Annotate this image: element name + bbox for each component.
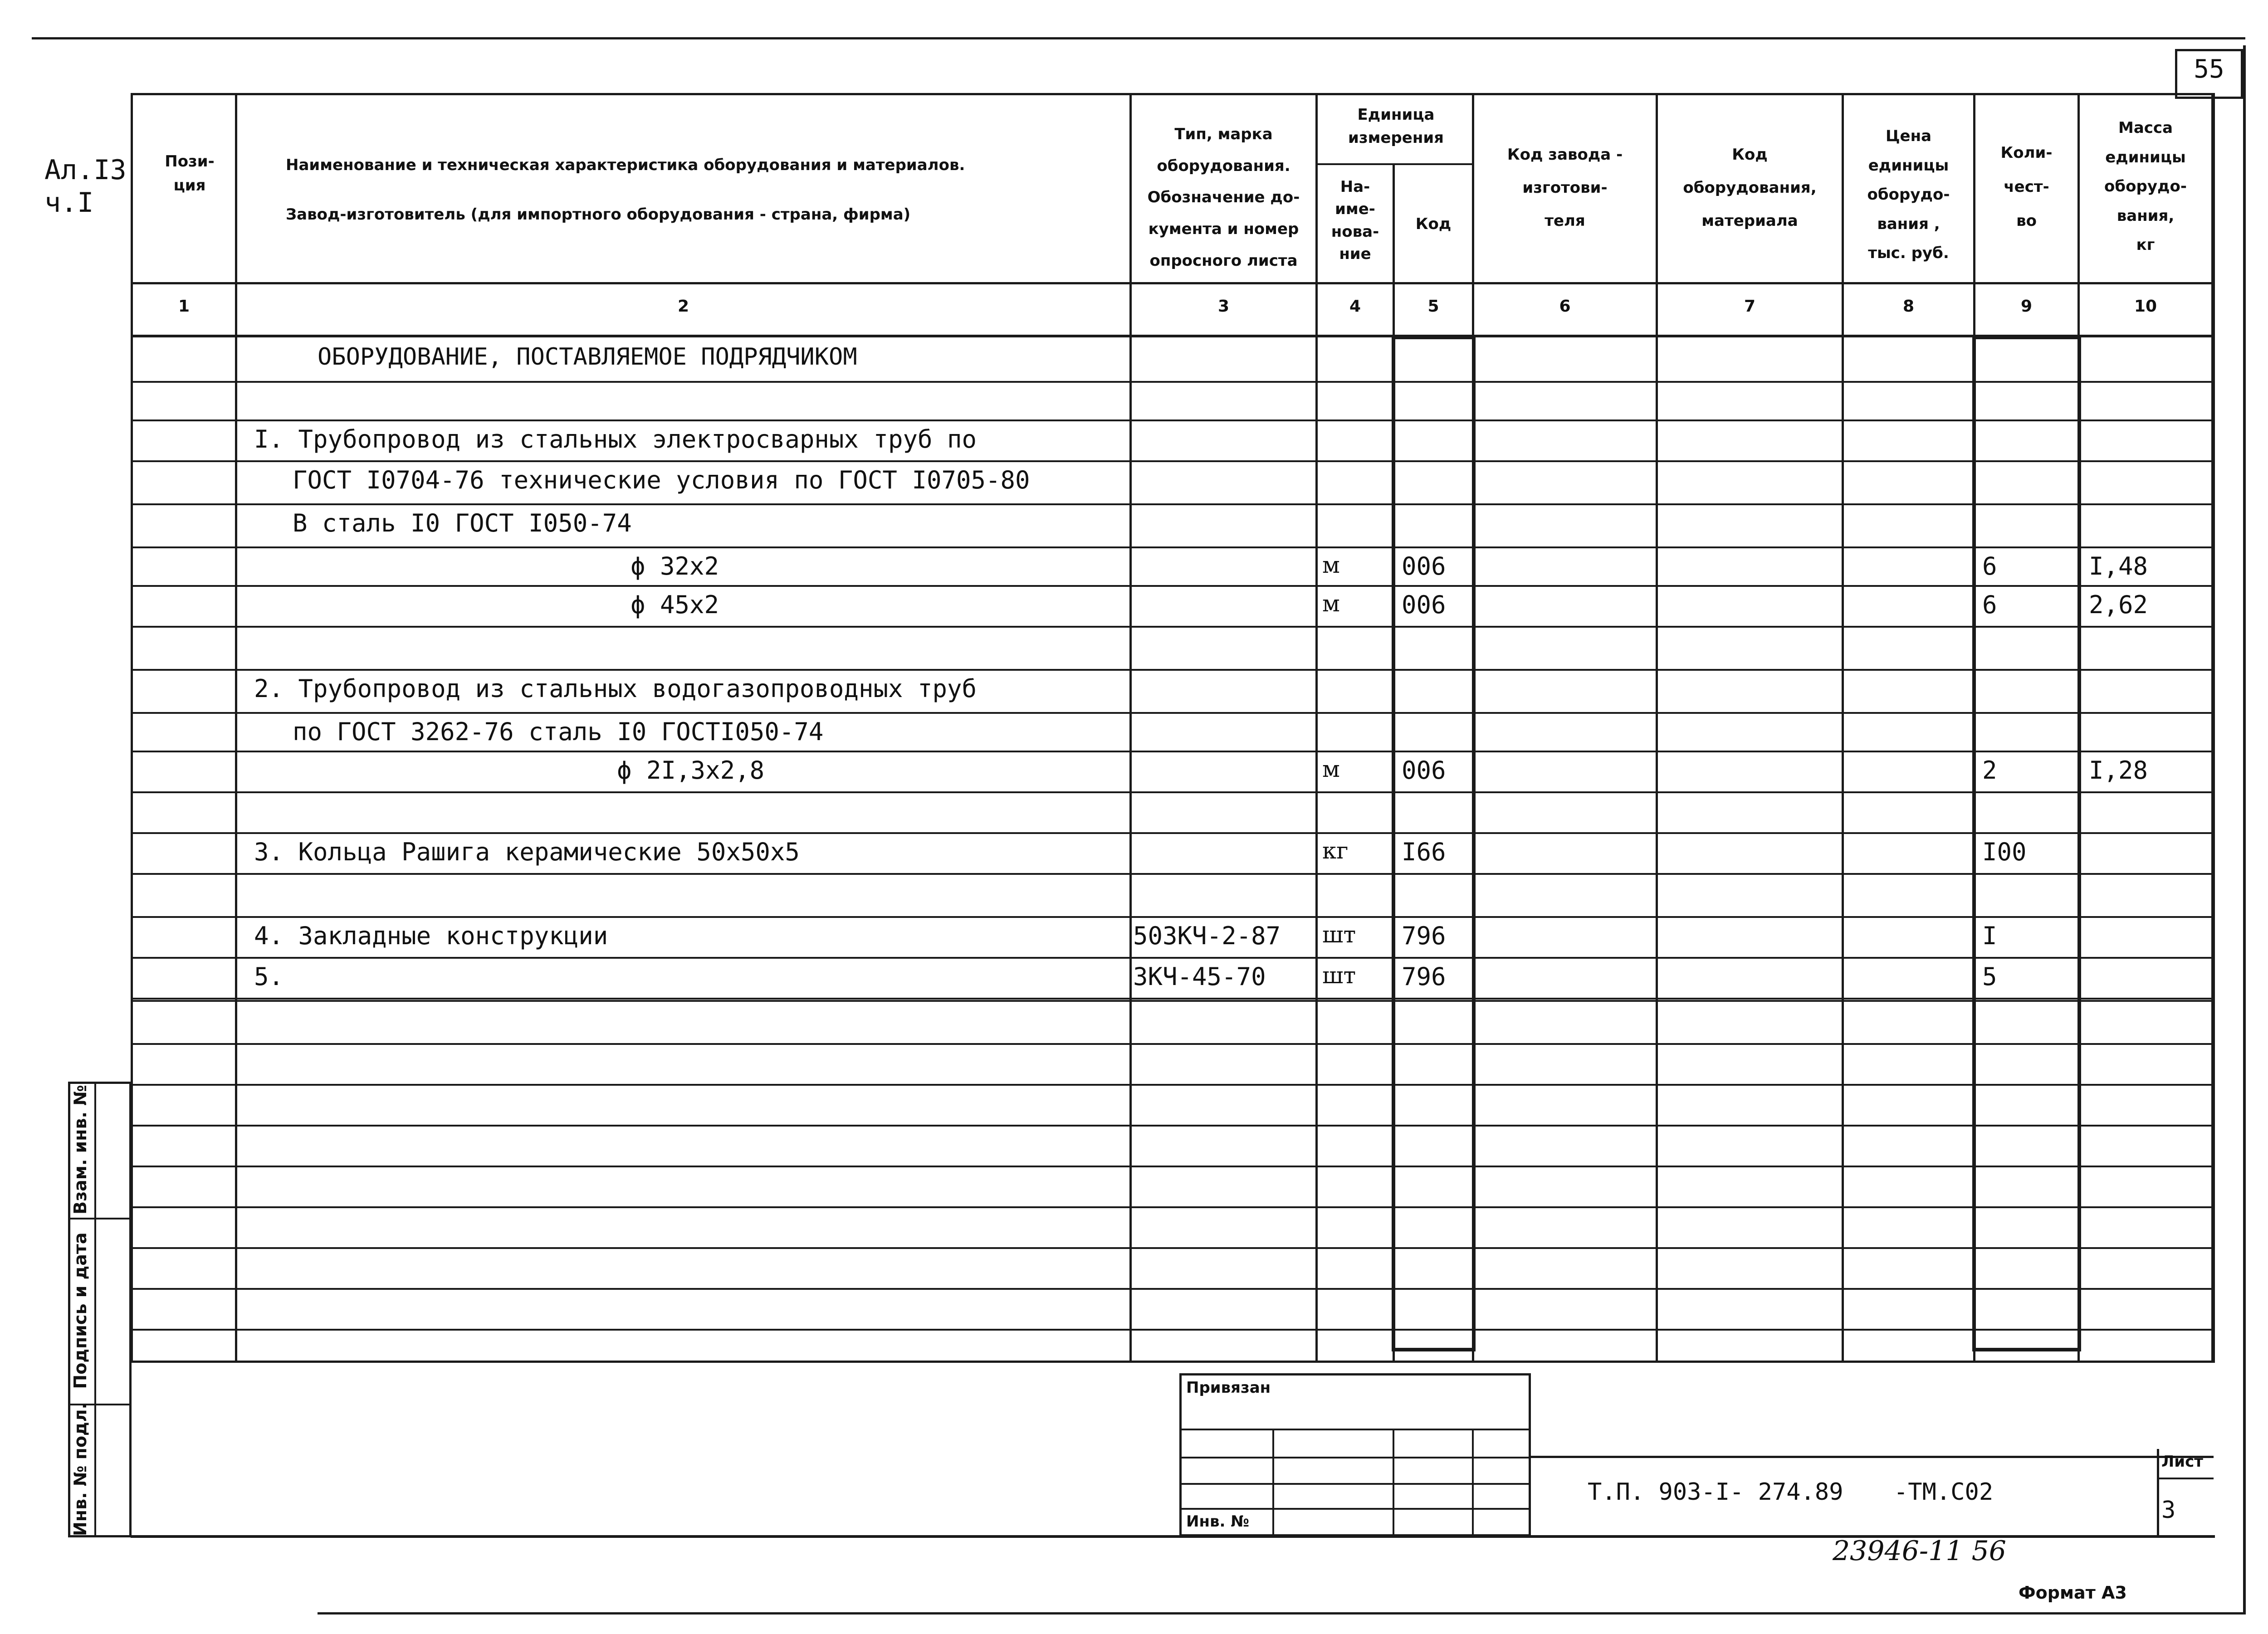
header-type: Тип, марка оборудования. Обозначение до- кумента и номер опросного листа bbox=[1147, 125, 1300, 270]
row-line bbox=[131, 460, 2215, 462]
row-line bbox=[131, 381, 2215, 383]
colnum-9: 9 bbox=[2020, 297, 2033, 316]
row-qty: 6 bbox=[1982, 590, 1997, 619]
row-line bbox=[131, 585, 2215, 587]
format-label: Формат А3 bbox=[2019, 1583, 2127, 1603]
row-unit: шт bbox=[1322, 962, 1356, 989]
stamp-vline-3 bbox=[1472, 1429, 1474, 1536]
frame-right bbox=[2243, 45, 2246, 1614]
row-qty: 2 bbox=[1982, 756, 1997, 785]
row-unit: м bbox=[1322, 552, 1340, 578]
row-unit: м bbox=[1322, 756, 1340, 782]
header-unit-code: Код bbox=[1415, 215, 1452, 233]
row-line bbox=[131, 1125, 2215, 1127]
row-line bbox=[131, 873, 2215, 875]
row-line bbox=[131, 712, 2215, 714]
row-line bbox=[131, 1166, 2215, 1167]
colnum-7: 7 bbox=[1744, 297, 1756, 316]
stamp-hline-4 bbox=[1179, 1508, 1531, 1510]
row-name: В сталь I0 ГОСТ I050-74 bbox=[293, 509, 632, 537]
row-line bbox=[131, 791, 2215, 793]
sheet-label: Лист bbox=[2161, 1453, 2203, 1471]
row-name: ОБОРУДОВАНИЕ, ПОСТАВЛЯЕМОЕ ПОДРЯДЧИКОМ bbox=[318, 343, 857, 371]
row-code: 796 bbox=[1402, 922, 1446, 950]
side-label-line1: Ал.I3 bbox=[44, 154, 127, 186]
row-name: по ГОСТ 3262-76 сталь I0 ГОСТI050-74 bbox=[293, 717, 824, 746]
row-mass: I,28 bbox=[2089, 756, 2148, 785]
row-line bbox=[131, 546, 2215, 548]
header-pos: Пози- ция bbox=[165, 152, 215, 195]
row-mass: I,48 bbox=[2089, 552, 2148, 580]
doc-code-b: -ТМ.С02 bbox=[1894, 1478, 1994, 1506]
colnum-3: 3 bbox=[1217, 297, 1230, 316]
stamp-vline-1 bbox=[1272, 1429, 1274, 1536]
header-unit-name: На- име- нова- ние bbox=[1331, 178, 1379, 263]
stamp-inv-no: Инв. № bbox=[1186, 1512, 1250, 1531]
row-name: 5. bbox=[254, 962, 284, 991]
row-line bbox=[131, 1288, 2215, 1290]
row-line bbox=[131, 1206, 2215, 1208]
row-line bbox=[131, 1329, 2215, 1331]
row-name: ϕ 32х2 bbox=[631, 552, 719, 580]
colnum-4: 4 bbox=[1349, 297, 1361, 316]
row-name: 2. Трубопровод из стальных водогазопроводных труб bbox=[254, 674, 977, 703]
row-line bbox=[131, 626, 2215, 628]
left-strip-hline-1 bbox=[68, 1218, 132, 1219]
row-code: 006 bbox=[1402, 590, 1446, 619]
stamp-hline-3 bbox=[1179, 1483, 1531, 1485]
left-strip-podpis: Подпись и дата bbox=[70, 1232, 90, 1389]
stamp-vline-2 bbox=[1393, 1429, 1394, 1536]
handwritten-number: 23946-11 56 bbox=[1833, 1535, 2006, 1567]
stamp-hline-1 bbox=[1179, 1429, 1531, 1430]
row-name: ϕ 45х2 bbox=[631, 590, 719, 619]
colnum-1: 1 bbox=[178, 297, 190, 316]
row-line bbox=[131, 1043, 2215, 1045]
colnum-10: 10 bbox=[2134, 297, 2157, 316]
row-name: 3. Кольца Рашига керамические 50х50х5 bbox=[254, 838, 800, 866]
left-strip-vzam: Взам. инв. № bbox=[70, 1085, 90, 1215]
colnum-6: 6 bbox=[1559, 297, 1571, 316]
stamp-hline-2 bbox=[1179, 1457, 1531, 1458]
header-equipment-code: Код оборудования, материала bbox=[1683, 146, 1817, 230]
header-name: Наименование и техническая характеристика оборудования и материалов. Завод-изготовитель (для импортного оборудования - страна, фирма) bbox=[286, 156, 965, 224]
row-mass: 2,62 bbox=[2089, 590, 2148, 619]
row-line bbox=[131, 957, 2215, 959]
side-label-line2: ч.I bbox=[44, 187, 94, 219]
colnum-8: 8 bbox=[1902, 297, 1915, 316]
row-type: 3КЧ-45-70 bbox=[1133, 962, 1266, 991]
header-unit-group: Единица измерения bbox=[1348, 106, 1444, 147]
row-type: 503КЧ-2-87 bbox=[1133, 922, 1281, 950]
header-qty: Коли- чест- во bbox=[2000, 144, 2053, 230]
row-line bbox=[131, 669, 2215, 671]
stamp-privyazan-label: Привязан bbox=[1186, 1379, 1271, 1397]
stamp-privyazan-box bbox=[1179, 1373, 1531, 1536]
row-line bbox=[131, 1247, 2215, 1249]
top-rule bbox=[32, 37, 2245, 39]
left-strip-inv-podl: Инв. № подл. bbox=[70, 1402, 90, 1536]
row-unit: кг bbox=[1322, 838, 1349, 864]
page-number: 55 bbox=[2194, 54, 2224, 84]
header-mass: Масса единицы оборудо- вания, кг bbox=[2104, 119, 2187, 254]
row-line bbox=[131, 503, 2215, 505]
sheet-box-divider bbox=[2157, 1478, 2214, 1479]
row-line bbox=[131, 419, 2215, 421]
doc-code-a: Т.П. 903-I- 274.89 bbox=[1588, 1478, 1843, 1506]
row-name: ϕ 2I,3х2,8 bbox=[617, 756, 765, 785]
row-code: 006 bbox=[1402, 552, 1446, 580]
row-code: I66 bbox=[1402, 838, 1446, 866]
row-line bbox=[131, 751, 2215, 752]
row-code: 006 bbox=[1402, 756, 1446, 785]
row-line bbox=[131, 1084, 2215, 1086]
header-plant-code: Код завода - изготови- теля bbox=[1507, 146, 1623, 230]
row-unit: шт bbox=[1322, 922, 1356, 948]
row-line bbox=[131, 998, 2215, 1000]
row-line bbox=[131, 1000, 2215, 1002]
row-name: 4. Закладные конструкции bbox=[254, 922, 608, 950]
header-price: Цена единицы оборудо- вания , тыс. руб. bbox=[1867, 127, 1950, 263]
row-name: I. Трубопровод из стальных электросварных труб по bbox=[254, 425, 977, 454]
row-line bbox=[131, 832, 2215, 834]
title-block-top bbox=[1529, 1456, 2214, 1458]
row-qty: I00 bbox=[1982, 838, 2027, 866]
sheet-number: 3 bbox=[2161, 1497, 2176, 1524]
row-line bbox=[131, 916, 2215, 918]
colnum-5: 5 bbox=[1427, 297, 1439, 316]
row-qty: I bbox=[1982, 922, 1997, 950]
header-bottom bbox=[131, 282, 2215, 284]
unit-subheader-line bbox=[1315, 163, 1474, 165]
colnum-bottom bbox=[131, 335, 2215, 337]
row-unit: м bbox=[1322, 590, 1340, 617]
row-code: 796 bbox=[1402, 962, 1446, 991]
row-name: ГОСТ I0704-76 технические условия по ГОСТ I0705-80 bbox=[293, 466, 1030, 494]
frame-bottom bbox=[318, 1612, 2245, 1614]
colnum-2: 2 bbox=[677, 297, 689, 316]
row-qty: 5 bbox=[1982, 962, 1997, 991]
row-qty: 6 bbox=[1982, 552, 1997, 580]
left-strip-divider bbox=[94, 1082, 96, 1537]
